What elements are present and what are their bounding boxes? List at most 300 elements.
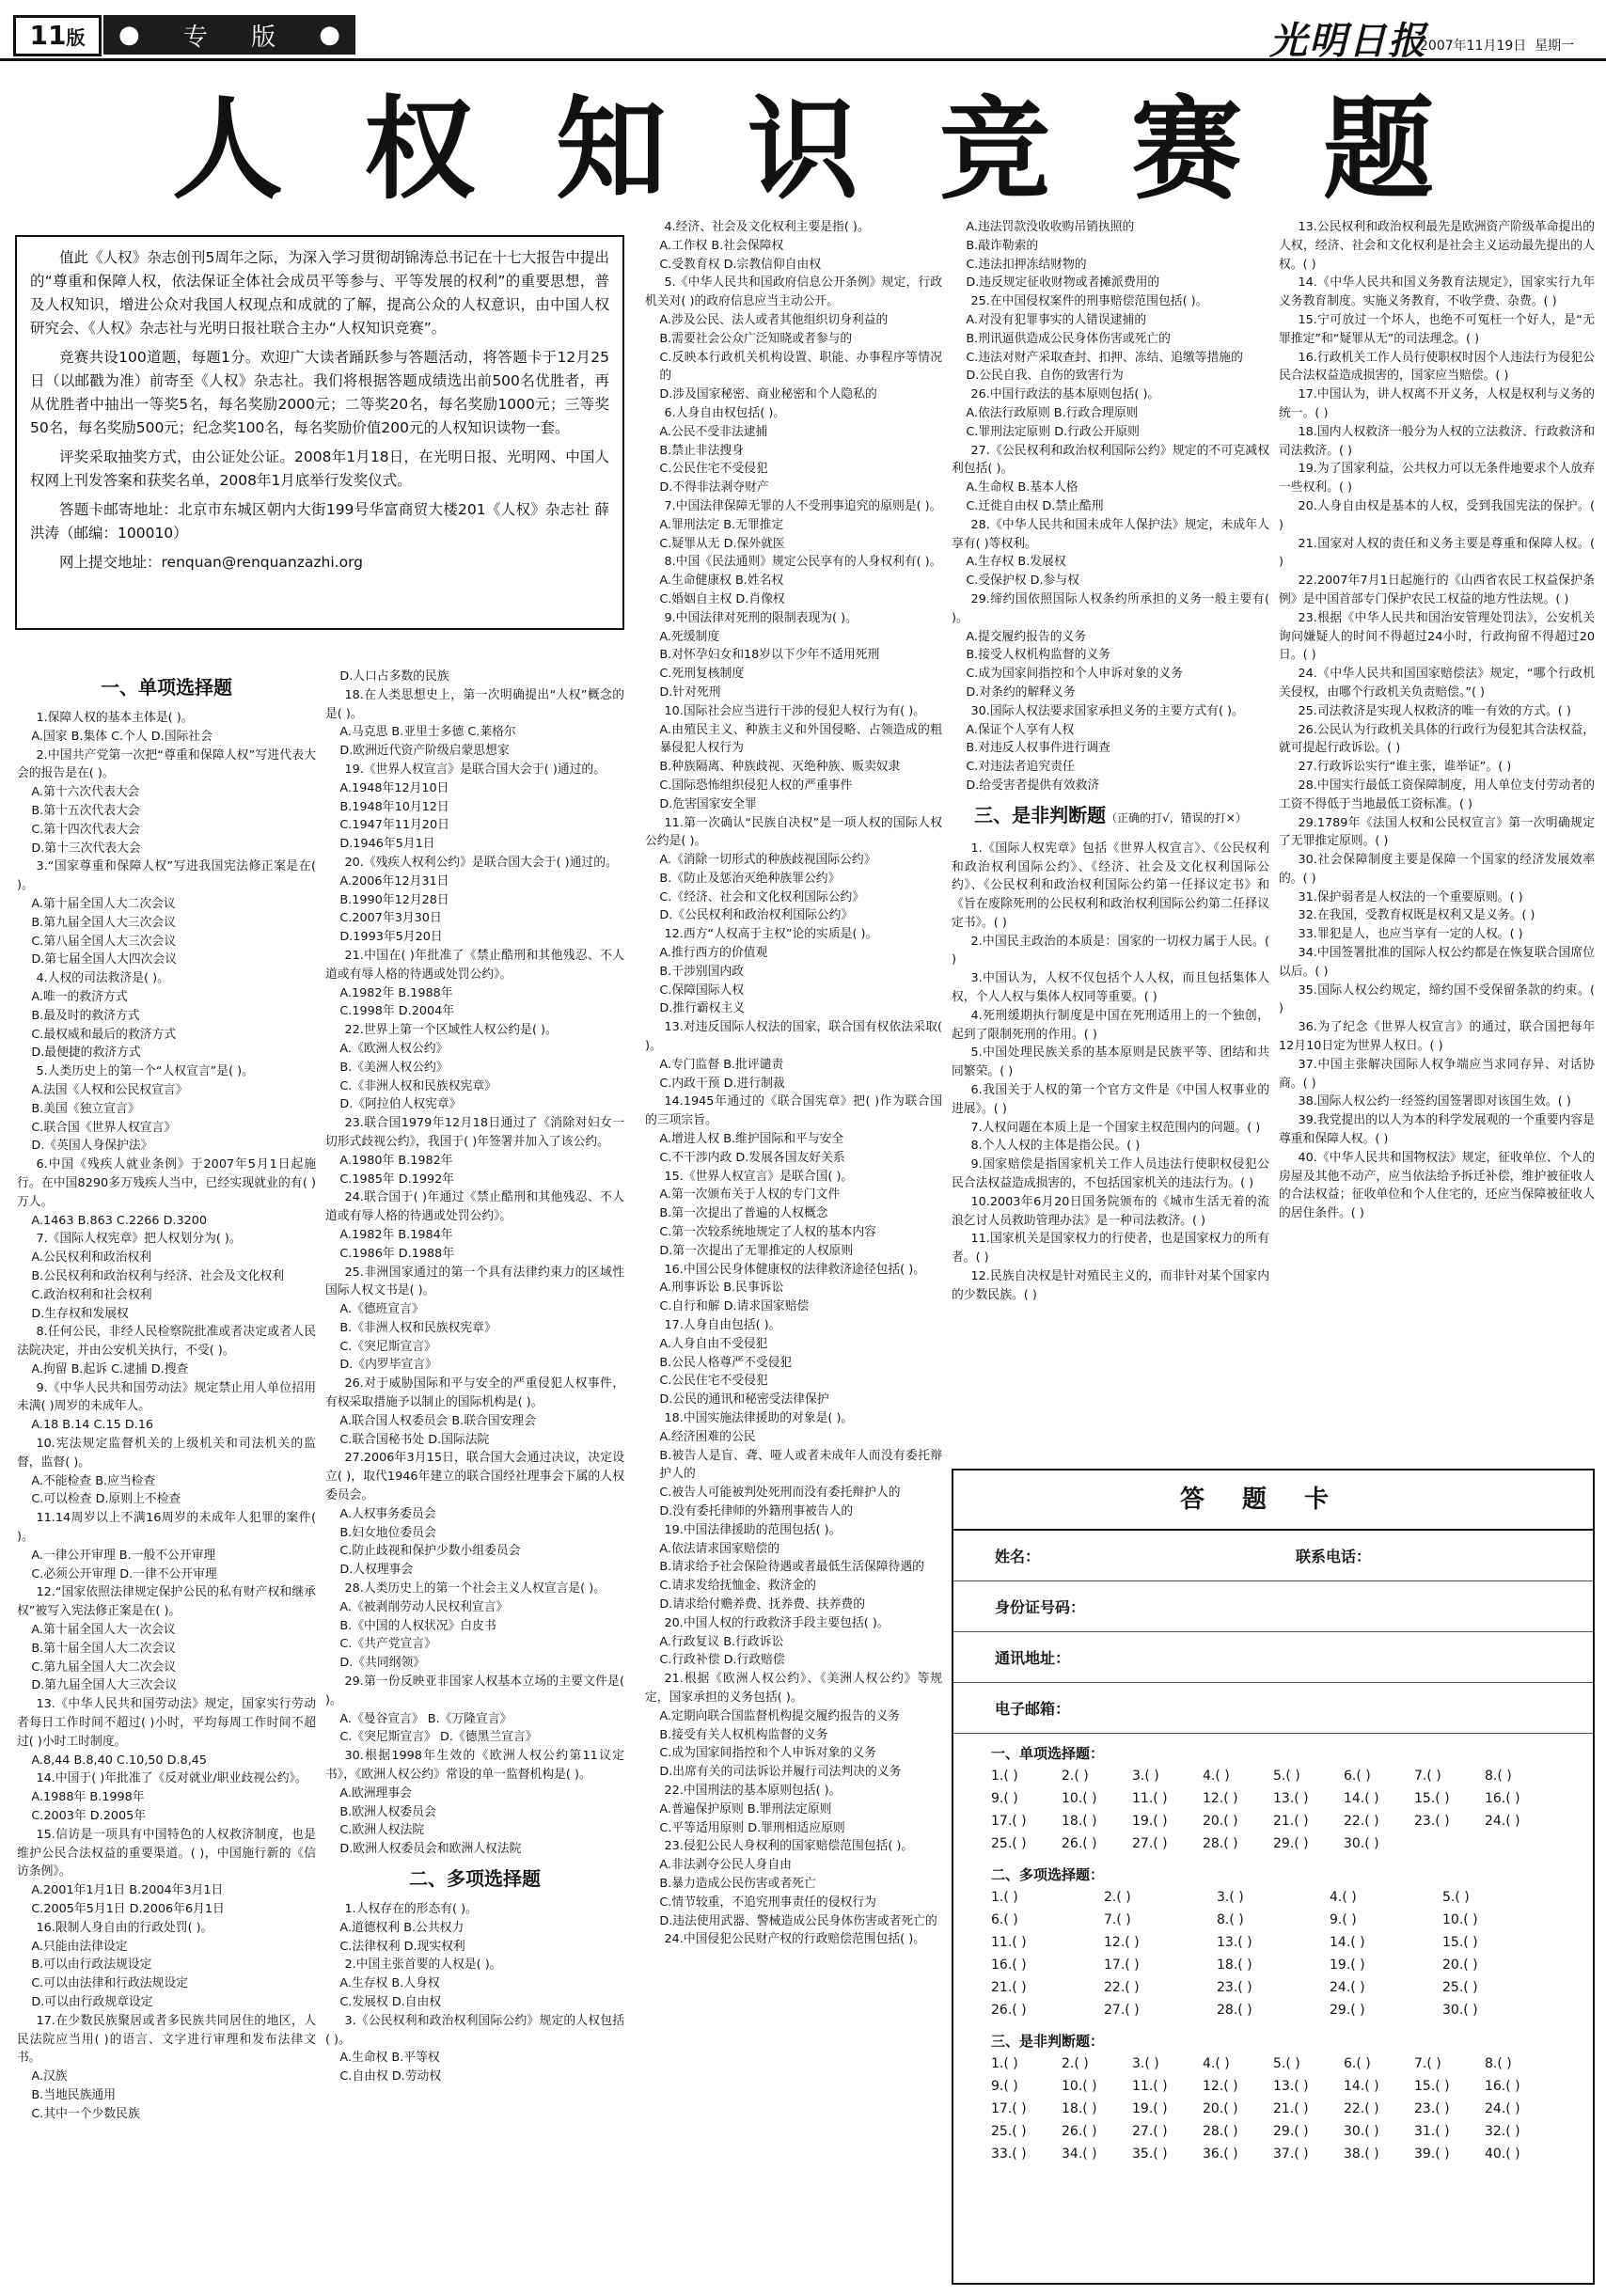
answer-slot[interactable]: 2.( ) — [1062, 2056, 1089, 2071]
option-line: A.1463 B.863 C.2266 D.3200 — [31, 1213, 208, 1228]
answer-slot[interactable]: 33.( ) — [991, 2147, 1027, 2162]
option-line: C.请求发给抚恤金、救济金的 — [659, 1579, 816, 1594]
option-line: C.第十四次代表大会 — [31, 822, 140, 837]
answer-slot[interactable]: 2.( ) — [1062, 1769, 1089, 1784]
name-field[interactable]: 姓名： — [995, 1548, 1041, 1565]
question: 14.《中华人民共和国义务教育法规定》，国家实行九年义务教育制度。实施义务教育，不收学费、杂费。( ) — [1279, 275, 1595, 309]
option-line: C.可以由法律和行政法规设定 — [31, 1976, 188, 1991]
option-line: C.欧洲人权法院 — [339, 1823, 425, 1838]
answer-slot[interactable]: 16.( ) — [1485, 1791, 1520, 1806]
option-line: B.禁止非法搜身 — [659, 443, 744, 458]
answer-slot[interactable]: 24.( ) — [1485, 1814, 1520, 1829]
answer-slot[interactable]: 9.( ) — [991, 2079, 1018, 2094]
question: 34.中国签署批准的国际人权公约都是在恢复联合国席位以后。( ) — [1279, 946, 1595, 979]
answer-slot[interactable]: 10.( ) — [1062, 2079, 1097, 2094]
option-line: D.最便捷的救济方式 — [31, 1046, 141, 1061]
answer-slot[interactable]: 19.( ) — [1330, 1958, 1365, 1973]
answer-slot[interactable]: 4.( ) — [1330, 1890, 1357, 1905]
answer-slot[interactable]: 26.( ) — [1062, 2124, 1097, 2139]
answer-slot[interactable]: 3.( ) — [1132, 1769, 1159, 1784]
answer-slot[interactable]: 21.( ) — [1273, 1814, 1309, 1829]
answer-slot[interactable]: 7.( ) — [1414, 1769, 1441, 1784]
email-field[interactable]: 电子邮箱： — [953, 1683, 1593, 1734]
section-heading-text: 二、多项选择题 — [409, 1867, 541, 1890]
answer-slot[interactable]: 6.( ) — [991, 1912, 1018, 1927]
answer-slot[interactable]: 14.( ) — [1344, 1791, 1379, 1806]
answer-slot[interactable]: 27.( ) — [1132, 1836, 1168, 1851]
option-line: C.行政补偿 D.行政赔偿 — [659, 1653, 785, 1668]
option-line: A.专门监督 B.批评谴责 — [659, 1057, 784, 1072]
date: 2007年11月19日 — [1420, 39, 1527, 54]
option-line: C.死刑复核制度 — [659, 667, 745, 682]
intro-paragraph: 竞赛共设100道题，每题1分。欢迎广大读者踊跃参与答题活动，将答题卡于12月25日（以邮戳为准）前寄至《人权》杂志社。我们将根据答题成绩选出前500名优胜者，再从优胜者中抽出一等奖5名，每名奖励2000元；二等奖20名，每名奖励1000元；三等奖50名，每名奖励500元；纪念奖100名，每名奖励价值200元的人权知识读物一套。 — [30, 349, 609, 436]
multi-choice-grid — [991, 1890, 1555, 2018]
question: 8.个人人权的主体是指公民。( ) — [970, 1139, 1141, 1154]
option-line: D.给受害者提供有效救济 — [966, 778, 1100, 793]
question: 29.缔约国依照国际人权条约所承担的义务一般主要有( )。 — [952, 591, 1269, 625]
option-line: B.美国《独立宣言》 — [31, 1101, 140, 1116]
option-line: C.自由权 D.劳动权 — [339, 2069, 442, 2084]
title-char: 题 — [1322, 85, 1434, 214]
question: 16.中国公民身体健康权的法律救济途径包括( )。 — [664, 1262, 926, 1277]
question: 21.国家对人权的责任和义务主要是尊重和保障人权。( ) — [1279, 536, 1595, 570]
question: 10.国际社会应当进行干涉的侵犯人权行为有( )。 — [664, 703, 926, 718]
question: 24.《中华人民共和国国家赔偿法》规定，“哪个行政机关侵权，由哪个行政机关负责赔偿。”( ) — [1279, 667, 1595, 700]
intro-box — [15, 235, 624, 630]
question: 20.人身自由权是基本的人权，受到我国宪法的保护。( ) — [1279, 498, 1595, 532]
option-line: B.第一次提出了普遍的人权概念 — [659, 1206, 828, 1221]
answer-slot[interactable]: 20.( ) — [1203, 1814, 1238, 1829]
answer-slot[interactable]: 21.( ) — [1273, 2101, 1309, 2116]
question: 23.侵犯公民人身权利的国家赔偿范围包括( )。 — [664, 1839, 914, 1854]
answer-slot[interactable]: 3.( ) — [1217, 1890, 1244, 1905]
answer-slot[interactable]: 8.( ) — [1217, 1912, 1244, 1927]
id-field[interactable]: 身份证号码： — [953, 1581, 1593, 1632]
question: 3.“国家尊重和保障人权”写进我国宪法修正案是在( )。 — [17, 859, 316, 893]
question: 10.宪法规定监督机关的上级机关和司法机关的监督，监督( )。 — [17, 1437, 316, 1470]
answer-slot[interactable]: 4.( ) — [1203, 1769, 1230, 1784]
option-line: C.发展权 D.自由权 — [339, 1994, 442, 2009]
answer-slot[interactable]: 30.( ) — [1344, 1836, 1379, 1851]
judgement-grid — [991, 2056, 1555, 2162]
option-line: C.最权威和最后的救济方式 — [31, 1027, 177, 1042]
option-line: A.公民权利和政治权利 — [31, 1250, 152, 1266]
option-line: B.第九届全国人大三次会议 — [31, 915, 176, 930]
option-line: A.《被剥削劳动人民权利宣言》 — [339, 1599, 509, 1614]
option-line: A.不能检查 B.应当检查 — [31, 1473, 156, 1488]
question: 14.1945年通过的《联合国宪章》把( )作为联合国的三项宗旨。 — [645, 1094, 942, 1128]
option-line: C.情节较重，不追究刑事责任的侵权行为 — [659, 1895, 876, 1910]
edition-suffix: 版 — [66, 26, 86, 49]
option-line: D.违反规定征收财物或者摊派费用的 — [966, 275, 1160, 291]
option-line: B.《非洲人权和民族权宪章》 — [339, 1320, 496, 1335]
section-note: （正确的打√，错误的打×） — [1106, 810, 1247, 825]
option-line: D.1993年5月20日 — [339, 930, 443, 945]
option-line: C.自行和解 D.请求国家赔偿 — [659, 1299, 810, 1314]
option-line: C.婚姻自主权 D.肖像权 — [659, 591, 785, 606]
option-line: D.生存权和发展权 — [31, 1306, 129, 1321]
judgement-label: 三、是非判断题： — [991, 2033, 1105, 2050]
question: 19.《世界人权宣言》是联合国大会于( )通过的。 — [344, 762, 606, 777]
option-line: A.1982年 B.1984年 — [339, 1227, 453, 1242]
option-line: B.《防止及惩治灭绝种族罪公约》 — [659, 871, 841, 886]
option-line: C.不干涉内政 D.发展各国友好关系 — [659, 1150, 845, 1165]
answer-slot[interactable]: 19.( ) — [1132, 1814, 1168, 1829]
question: 5.中国处理民族关系的基本原则是民族平等、团结和共同繁荣。( ) — [952, 1046, 1269, 1079]
edition-number — [13, 15, 102, 56]
question: 17.中国认为，讲人权离不开义务，人权是权利与义务的统一。( ) — [1279, 387, 1595, 420]
option-line: A.死缓制度 — [659, 629, 720, 644]
option-line: C.反映本行政机关机构设置、职能、办事程序等情况的 — [659, 350, 942, 384]
option-line: A.拘留 B.起诉 C.逮捕 D.搜查 — [31, 1361, 189, 1376]
intro-paragraph: 值此《人权》杂志创刊5周年之际，为深入学习贯彻胡锦涛总书记在十七大报告中提出的“尊重和保障人权，依法保证全体社会成员平等参与、平等发展的权利”的重要思想，普及人权知识，增进公众对我国人权现点和成就的了解，提高公众的人权意识，由中国人权研究会、《人权》杂志社与光明日报社联合主办“人权知识竞赛”。 — [30, 249, 609, 337]
answer-slot[interactable]: 10.( ) — [1442, 1912, 1478, 1927]
answer-slot[interactable]: 24.( ) — [1485, 2101, 1520, 2116]
answer-slot[interactable]: 17.( ) — [991, 2101, 1027, 2116]
option-line: A.2006年12月31日 — [339, 873, 449, 889]
answer-slot[interactable]: 30.( ) — [1344, 2124, 1379, 2139]
answer-slot[interactable]: 20.( ) — [1203, 2101, 1238, 2116]
option-line: B.干涉别国内政 — [659, 964, 744, 979]
option-line: A.欧洲理事会 — [339, 1785, 412, 1801]
question: 6.中国《残疾人就业条例》于2007年5月1日起施行。在中国8290多万残疾人当中，已经实现就业的有( )万人。 — [17, 1157, 316, 1209]
answer-slot[interactable]: 23.( ) — [1414, 2101, 1450, 2116]
answer-slot[interactable]: 10.( ) — [1062, 1791, 1097, 1806]
section-heading-text: 三、是非判断题 — [974, 803, 1107, 826]
answer-slot[interactable]: 26.( ) — [1062, 1836, 1097, 1851]
option-line: B.对违反人权事件进行调查 — [966, 741, 1110, 756]
option-line: A.非法剥夺公民人身自由 — [659, 1858, 792, 1873]
answer-slot[interactable]: 27.( ) — [1132, 2124, 1168, 2139]
option-line: C.政治权利和社会权利 — [31, 1287, 152, 1302]
option-line: D.第九届全国人大三次会议 — [31, 1678, 178, 1693]
answer-slot[interactable]: 28.( ) — [1203, 1836, 1238, 1851]
question: 23.联合国1979年12月18日通过了《消除对妇女一切形式歧视公约》，我国于( )年签署并加入了该公约。 — [325, 1116, 624, 1149]
answer-slot[interactable]: 11.( ) — [1132, 2079, 1168, 2094]
answer-slot[interactable]: 15.( ) — [1442, 1935, 1478, 1950]
option-line: A.国家 B.集体 C.个人 D.国际社会 — [31, 729, 213, 744]
option-line: C.防止歧视和保护少数小组委员会 — [339, 1544, 521, 1559]
option-line: C.联合国《世界人权宣言》 — [31, 1120, 177, 1135]
question: 5.人类历史上的第一个“人权宣言”是( )。 — [36, 1064, 254, 1079]
title-char: 赛 — [1130, 85, 1242, 214]
option-line: B.暴力造成公民伤害或者死亡 — [659, 1876, 816, 1891]
option-line: D.不得非法剥夺财产 — [659, 480, 769, 495]
newspaper-logo: 光明日报 — [1269, 19, 1427, 63]
column-5 — [1279, 218, 1595, 1459]
answer-slot[interactable]: 1.( ) — [991, 2056, 1018, 2071]
option-line: B.公民权利和政治权利与经济、社会及文化权利 — [31, 1268, 285, 1283]
title-char: 知 — [555, 85, 667, 214]
answer-slot[interactable]: 13.( ) — [1273, 1791, 1309, 1806]
answer-slot[interactable]: 39.( ) — [1414, 2147, 1450, 2162]
answer-slot[interactable]: 6.( ) — [1344, 1769, 1371, 1784]
question: 26.中国行政法的基本原则包括( )。 — [970, 387, 1160, 402]
option-line: B.刑讯逼供造成公民身体伤害或死亡的 — [966, 331, 1171, 346]
option-line: D.《英国人身保护法》 — [31, 1139, 153, 1154]
option-line: A.第十届全国人大一次会议 — [31, 1623, 176, 1638]
question: 1.人权存在的形态有( )。 — [344, 1902, 478, 1916]
answer-slot[interactable]: 31.( ) — [1414, 2124, 1450, 2139]
answer-slot[interactable]: 9.( ) — [1330, 1912, 1357, 1927]
question: 2.中国民主政治的本质是：国家的一切权力属于人民。( ) — [952, 934, 1269, 967]
option-line: A.人权事务委员会 — [339, 1506, 436, 1521]
answer-slot[interactable]: 35.( ) — [1132, 2147, 1168, 2162]
option-line: D.涉及国家秘密、商业秘密和个人隐私的 — [659, 387, 877, 402]
question: 11.国家机关是国家权力的行使者，也是国家权力的所有者。( ) — [952, 1232, 1269, 1266]
option-line: A.涉及公民、法人或者其他组织切身利益的 — [659, 312, 889, 327]
answer-slot[interactable]: 8.( ) — [1485, 2056, 1512, 2071]
option-line: A.一律公开审理 B.一般不公开审理 — [31, 1548, 216, 1563]
option-line: C.受保护权 D.参与权 — [966, 574, 1079, 589]
question: 29.第一份反映亚非国家人权基本立场的主要文件是( )。 — [325, 1675, 624, 1707]
option-line: D.欧洲人权委员会和欧洲人权法院 — [339, 1842, 522, 1857]
option-line: A.1948年12月10日 — [339, 780, 449, 795]
answer-slot[interactable]: 9.( ) — [991, 1791, 1018, 1806]
question: 12.民族自决权是针对殖民主义的，而非针对某个国家内的少数民族。( ) — [952, 1269, 1269, 1302]
option-line: A.《曼谷宣言》 B.《万隆宣言》 — [339, 1711, 512, 1726]
question: 31.保护弱者是人权法的一个重要原则。( ) — [1298, 889, 1523, 904]
question: 2.中国共产党第一次把“尊重和保障人权”写进代表大会的报告是在( )。 — [17, 747, 316, 781]
answer-slot[interactable]: 37.( ) — [1273, 2147, 1309, 2162]
answer-slot[interactable]: 20.( ) — [1442, 1958, 1478, 1973]
question: 18.在人类思想史上，第一次明确提出“人权”概念的是( )。 — [325, 687, 624, 721]
option-line: A.第一次颁布关于人权的专门文件 — [659, 1187, 841, 1203]
option-line: C.公民住宅不受侵犯 — [659, 1374, 768, 1389]
option-line: D.第十三次代表大会 — [31, 841, 141, 856]
answer-slot[interactable]: 16.( ) — [1485, 2079, 1520, 2094]
answer-slot[interactable]: 22.( ) — [1344, 2101, 1379, 2116]
answer-slot[interactable]: 23.( ) — [1414, 1814, 1450, 1829]
option-line: C.可以检查 D.原则上不检查 — [31, 1492, 181, 1507]
question: 18.国内人权救济一般分为人权的立法救济、行政救济和司法救济。( ) — [1279, 424, 1595, 458]
option-line: B.请求给予社会保险待遇或者最低生活保障待遇的 — [659, 1560, 924, 1575]
answer-slot[interactable]: 12.( ) — [1104, 1935, 1140, 1950]
answer-slot[interactable]: 5.( ) — [1273, 2056, 1300, 2071]
answer-slot[interactable]: 12.( ) — [1203, 1791, 1238, 1806]
option-line: C.违法对财产采取查封、扣押、冻结、追缴等措施的 — [966, 350, 1243, 365]
question: 27.2006年3月15日，联合国大会通过决议，决定设立( )，取代1946年建立的联合国经社理事会下属的人权委员会。 — [325, 1451, 624, 1503]
option-line: C.平等适用原则 D.罪刑相适应原则 — [659, 1820, 845, 1835]
question: 20.《残疾人权利公约》是联合国大会于( )通过的。 — [344, 855, 618, 870]
option-line: A.《消除一切形式的种族歧视国际公约》 — [659, 853, 876, 868]
answer-slot[interactable]: 25.( ) — [991, 2124, 1027, 2139]
multi-choice-label: 二、多项选择题： — [991, 1866, 1105, 1883]
answer-slot[interactable]: 36.( ) — [1203, 2147, 1238, 2162]
answer-slot[interactable]: 5.( ) — [1442, 1890, 1470, 1905]
option-line: A.经济困难的公民 — [659, 1429, 756, 1444]
answer-slot[interactable]: 22.( ) — [1344, 1814, 1379, 1829]
answer-slot[interactable]: 12.( ) — [1203, 2079, 1238, 2094]
option-line: C.《突尼斯宣言》 D.《德黑兰宣言》 — [339, 1730, 538, 1745]
phone-field[interactable]: 联系电话： — [1296, 1548, 1372, 1565]
answer-slot[interactable]: 23.( ) — [1217, 1980, 1252, 1995]
answer-slot[interactable]: 11.( ) — [1132, 1791, 1168, 1806]
question: 3.《公民权利和政治权利国际公约》规定的人权包括( )。 — [325, 2013, 624, 2047]
option-line: A.工作权 B.社会保障权 — [659, 238, 784, 253]
question: 13.公民权利和政治权利最先是欧洲资产阶级革命提出的人权，经济、社会和文化权利是社会主义运动最先提出的人权。( ) — [1279, 220, 1595, 272]
answer-slot[interactable]: 18.( ) — [1217, 1958, 1252, 1973]
option-line: A.罪刑法定 B.无罪推定 — [659, 517, 784, 532]
question: 7.中国法律保障无罪的人不受刑事追究的原则是( )。 — [664, 498, 942, 513]
answer-slot[interactable]: 5.( ) — [1273, 1769, 1300, 1784]
answer-slot[interactable]: 28.( ) — [1217, 2003, 1252, 2018]
question: 28.《中华人民共和国未成年人保护法》规定，未成年人享有( )等权利。 — [952, 517, 1269, 551]
multi-choice-answers — [953, 1855, 1593, 2021]
option-line: B.《中国的人权状况》白皮书 — [339, 1618, 496, 1633]
answer-slot[interactable]: 34.( ) — [1062, 2147, 1097, 2162]
option-line: B.第十五次代表大会 — [31, 803, 140, 818]
option-line: D.《共同纲领》 — [339, 1656, 426, 1671]
answer-slot[interactable]: 22.( ) — [1104, 1980, 1140, 1995]
option-line: A.汉族 — [31, 2069, 68, 2084]
question: 22.2007年7月1日起施行的《山西省农民工权益保护条例》是中国首部专门保护农民工权益的地方性法规。( ) — [1279, 574, 1595, 606]
answer-slot[interactable]: 40.( ) — [1485, 2147, 1520, 2162]
answer-slot[interactable]: 6.( ) — [1344, 2056, 1371, 2071]
name-phone-row — [953, 1531, 1593, 1581]
answer-slot[interactable]: 13.( ) — [1217, 1935, 1252, 1950]
question: 4.经济、社会及文化权利主要是指( )。 — [664, 220, 870, 234]
title-char: 权 — [363, 85, 475, 214]
question: 25.司法救济是实现人权救济的唯一有效的方式。( ) — [1298, 703, 1571, 718]
edition-value: 11 — [29, 20, 67, 51]
answer-slot[interactable]: 18.( ) — [1062, 2101, 1097, 2116]
option-line: A.依法行政原则 B.行政合理原则 — [966, 405, 1139, 420]
banner-bullet-icon: ● — [319, 21, 340, 49]
option-line: B.需要社会公众广泛知晓或者参与的 — [659, 331, 853, 346]
question: 36.为了纪念《世界人权宣言》的通过，联合国把每年12月10日定为世界人权日。( ) — [1279, 1020, 1595, 1054]
option-line: C.《非洲人权和民族权宪章》 — [339, 1078, 496, 1093]
option-line: B.《美洲人权公约》 — [339, 1060, 449, 1075]
answer-slot[interactable]: 14.( ) — [1344, 2079, 1379, 2094]
answer-slot[interactable]: 13.( ) — [1273, 2079, 1309, 2094]
question: 4.人权的司法救济是( )。 — [36, 971, 169, 986]
answer-slot[interactable]: 15.( ) — [1414, 2079, 1450, 2094]
column-2 — [325, 668, 624, 2285]
option-line: A.18 B.14 C.15 D.16 — [31, 1418, 154, 1433]
title-char: 人 — [171, 85, 283, 214]
answer-slot[interactable]: 7.( ) — [1414, 2056, 1441, 2071]
option-line: D.欧洲近代资产阶级启蒙思想家 — [339, 744, 510, 759]
option-line: A.第十届全国人大二次会议 — [31, 896, 176, 911]
option-line: A.生存权 B.发展权 — [966, 555, 1066, 570]
option-line: B.被告人是盲、聋、哑人或者未成年人而没有委托辩护人的 — [659, 1448, 942, 1482]
question: 1.《国际人权宪章》包括《世界人权宣言》、《公民权利和政治权利国际公约》、《经济、社会及文化权利国际公约》、《公民权利和政治权利国际公约第一任择议定书》和《旨在废除死刑的公民权利和政治权利国际公约第二任择议定书》。( ) — [952, 841, 1269, 930]
intro-paragraph: 网上提交地址：renquan@renquanzazhi.org — [59, 554, 364, 571]
title-char: 识 — [747, 85, 858, 214]
single-choice-label: 一、单项选择题： — [991, 1745, 1105, 1762]
option-line: D.第七届全国人大四次会议 — [31, 952, 178, 967]
option-line: A.1988年 B.1998年 — [31, 1790, 145, 1805]
question: 6.我国关于人权的第一个官方文件是《中国人权事业的进展》。( ) — [952, 1083, 1269, 1116]
question: 28.人类历史上的第一个社会主义人权宣言是( )。 — [344, 1581, 606, 1596]
answer-slot[interactable]: 27.( ) — [1104, 2003, 1140, 2018]
option-line: D.公民的通讯和秘密受法律保护 — [659, 1392, 829, 1407]
answer-slot[interactable]: 19.( ) — [1132, 2101, 1168, 2116]
option-line: D.推行霸权主义 — [659, 1001, 746, 1016]
option-line: D.违法使用武器、警械造成公民身体伤害或者死亡的 — [659, 1913, 937, 1928]
option-line: C.内政干预 D.进行制裁 — [659, 1076, 785, 1091]
option-line: A.法国《人权和公民权宣言》 — [31, 1082, 188, 1097]
question: 30.国际人权法要求国家承担义务的主要方式有( )。 — [970, 703, 1244, 718]
answer-slot[interactable]: 29.( ) — [1273, 1836, 1309, 1851]
option-line: C.1947年11月20日 — [339, 818, 449, 833]
single-choice-grid — [991, 1769, 1555, 1851]
option-line: C.1998年 D.2004年 — [339, 1004, 455, 1019]
answer-slot[interactable]: 28.( ) — [1203, 2124, 1238, 2139]
question: 27.行政诉讼实行“谁主张，谁举证”。( ) — [1298, 760, 1512, 775]
answer-slot[interactable]: 1.( ) — [991, 1769, 1018, 1784]
question: 26.公民认为行政机关具体的行政行为侵犯其合法权益，就可提起行政诉讼。( ) — [1279, 722, 1595, 756]
answer-slot[interactable]: 18.( ) — [1062, 1814, 1097, 1829]
option-line: D.1946年5月1日 — [339, 837, 435, 852]
option-line: B.当地民族通用 — [31, 2087, 116, 2102]
question: 4.死刑缓期执行制度是中国在死刑适用上的一个独创，起到了限制死刑的作用。( ) — [952, 1008, 1269, 1042]
option-line: C.《突尼斯宣言》 — [339, 1339, 436, 1354]
masthead-bar — [0, 0, 1606, 61]
answer-card — [952, 1469, 1595, 2285]
question: 1.保障人权的基本主体是( )。 — [36, 711, 194, 725]
option-line: C.罪刑法定原则 D.行政公开原则 — [966, 424, 1140, 439]
option-line: A.1980年 B.1982年 — [339, 1153, 453, 1168]
answer-slot[interactable]: 14.( ) — [1330, 1935, 1365, 1950]
question: 10.2003年6月20日国务院颁布的《城市生活无着的流浪乞讨人员救助管理办法》是一种司法救济。( ) — [952, 1194, 1269, 1228]
option-line: A.唯一的救济方式 — [31, 989, 128, 1004]
answer-slot[interactable]: 26.( ) — [991, 2003, 1027, 2018]
answer-slot[interactable]: 3.( ) — [1132, 2056, 1159, 2071]
option-line: C.受教育权 D.宗教信仰自由权 — [659, 257, 822, 272]
answer-slot[interactable]: 8.( ) — [1485, 1769, 1512, 1784]
question: 8.中国《民法通则》规定公民享有的人身权利有( )。 — [664, 555, 942, 570]
page-title — [0, 79, 1606, 214]
answer-slot[interactable]: 1.( ) — [991, 1890, 1018, 1905]
question: 2.中国主张首要的人权是( )。 — [344, 1958, 502, 1973]
answer-slot[interactable]: 30.( ) — [1442, 2003, 1478, 2018]
answer-slot[interactable]: 21.( ) — [991, 1980, 1027, 1995]
option-line: C.2007年3月30日 — [339, 911, 442, 926]
answer-slot[interactable]: 4.( ) — [1203, 2056, 1230, 2071]
answer-slot[interactable]: 29.( ) — [1330, 2003, 1365, 2018]
question: 24.中国侵犯公民财产权的行政赔偿范围包括( )。 — [664, 1932, 926, 1947]
answer-slot[interactable]: 17.( ) — [1104, 1958, 1140, 1973]
answer-slot[interactable]: 11.( ) — [991, 1935, 1027, 1950]
option-line: B.1948年10月12日 — [339, 799, 449, 814]
question: 11.第一次确认“民族自决权”是一项人权的国际人权公约是( )。 — [645, 815, 942, 849]
answer-slot[interactable]: 7.( ) — [1104, 1912, 1131, 1927]
answer-slot[interactable]: 25.( ) — [1442, 1980, 1478, 1995]
answer-slot[interactable]: 17.( ) — [991, 1814, 1027, 1829]
question: 35.国际人权公约规定，缔约国不受保留条款的约束。( ) — [1279, 983, 1595, 1016]
answer-slot[interactable]: 15.( ) — [1414, 1791, 1450, 1806]
option-line: A.第十六次代表大会 — [31, 785, 140, 800]
address-field[interactable]: 通讯地址： — [953, 1632, 1593, 1683]
option-line: C.公民住宅不受侵犯 — [659, 462, 768, 477]
answer-slot[interactable]: 25.( ) — [991, 1836, 1027, 1851]
option-line: A.保证个人享有人权 — [966, 722, 1075, 737]
intro-paragraph: 评奖采取抽奖方式，由公证处公证。2008年1月18日，在光明日报、光明网、中国人权网上刊发答案和获奖名单，2008年1月底举行发奖仪式。 — [30, 448, 609, 489]
answer-slot[interactable]: 16.( ) — [991, 1958, 1027, 1973]
question: 39.我党提出的以人为本的科学发展观的一个重要内容是尊重和保障人权。( ) — [1279, 1113, 1595, 1147]
question: 30.社会保障制度主要是保障一个国家的经济发展效率的。( ) — [1279, 853, 1595, 886]
answer-slot[interactable]: 32.( ) — [1485, 2124, 1520, 2139]
answer-slot[interactable]: 24.( ) — [1330, 1980, 1365, 1995]
answer-slot[interactable]: 2.( ) — [1104, 1890, 1131, 1905]
option-line: A.生存权 B.人身权 — [339, 1976, 440, 1991]
option-line: D.危害国家安全罪 — [659, 796, 757, 811]
option-line: C.被告人可能被判处死刑而没有委托辩护人的 — [659, 1486, 901, 1501]
answer-slot[interactable]: 38.( ) — [1344, 2147, 1379, 2162]
answer-slot[interactable]: 29.( ) — [1273, 2124, 1309, 2139]
